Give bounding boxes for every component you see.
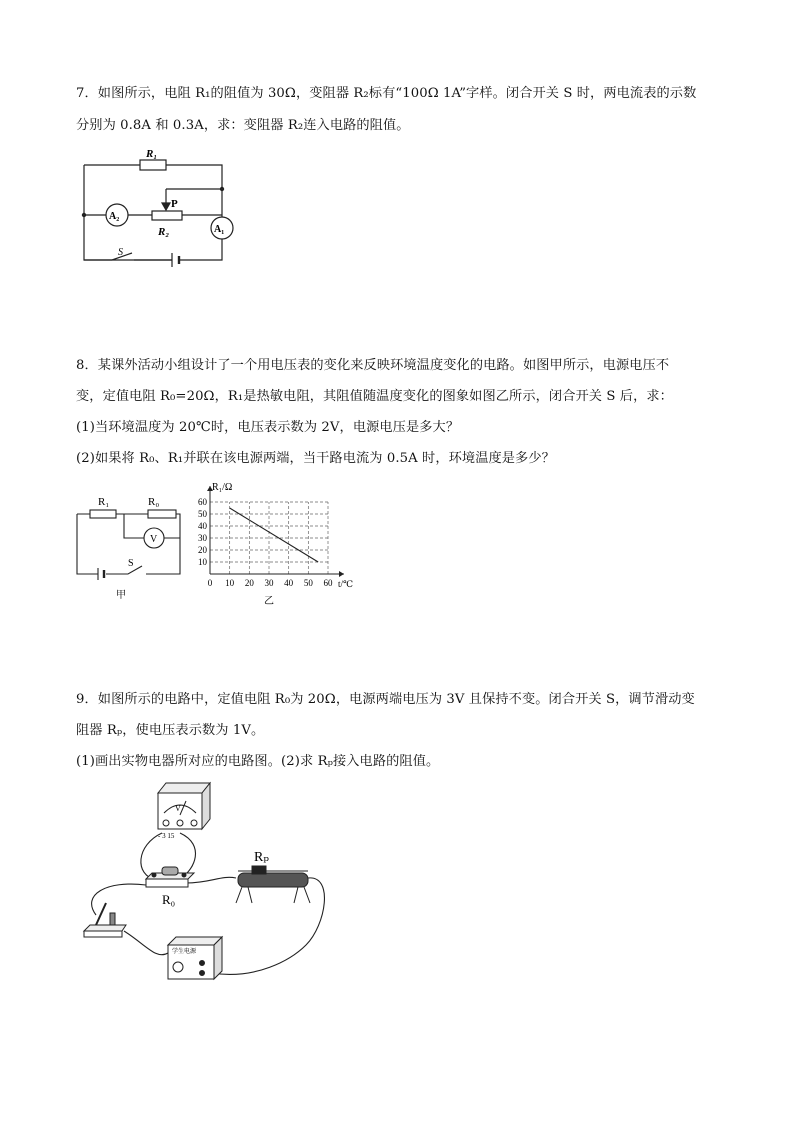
- q9-rheostat-rp: [236, 866, 310, 903]
- q9-voltmeter-label: V: [175, 804, 181, 813]
- chart-y-tick-label: 10: [198, 557, 207, 567]
- q8-circuit-diagram-jia: [74, 488, 189, 606]
- chart-x-tick-label: 60: [323, 578, 333, 588]
- q8-text-line-3: (1)当环境温度为 20℃时，电压表示数为 2V，电源电压是多大？: [76, 420, 460, 435]
- q7-label-r1: R₁: [146, 148, 158, 160]
- chart-y-axis-label: R₁/Ω: [212, 482, 233, 493]
- q7-resistor-r1: [140, 160, 166, 170]
- q9-voltmeter-terminals: - 3 15: [158, 832, 175, 840]
- q9-label-r0: R₀: [162, 892, 176, 907]
- q7-circuit-diagram: [76, 145, 246, 270]
- chart-y-tick-label: 50: [198, 509, 207, 519]
- q8-chart-yi: [196, 474, 372, 610]
- q9-text-line-1: 9．如图所示的电路中，定值电阻 R₀为 20Ω，电源两端电压为 3V 且保持不变。闭合开关 S，调节滑动变: [76, 692, 695, 707]
- q8-text-line-2: 变，定值电阻 R₀=20Ω，R₁是热敏电阻，其阻值随温度变化的图象如图乙所示，闭合开关 S 后，求：: [76, 389, 673, 404]
- q7-label-s: S: [118, 247, 123, 258]
- chart-y-tick-label: 60: [198, 497, 207, 507]
- chart-x-tick-label: 40: [284, 578, 294, 588]
- q8-label-r1: R₁: [98, 496, 110, 508]
- chart-series-line: [230, 508, 319, 562]
- q7-label-r2: R₂: [158, 226, 170, 238]
- q7-label-p: P: [171, 198, 178, 210]
- chart-x-tick-label: 50: [303, 578, 313, 588]
- q9-physical-circuit: [76, 775, 338, 990]
- q8-label-s: S: [128, 558, 134, 569]
- chart-x-tick-label: 0: [207, 578, 213, 588]
- chart-x-tick-label: 30: [264, 578, 274, 588]
- q8-text-line-1: 8．某课外活动小组设计了一个用电压表的变化来反映环境温度变化的电路。如图甲所示，电源电压不: [76, 358, 670, 373]
- chart-y-tick-label: 40: [198, 521, 207, 531]
- q9-power-supply: [168, 937, 222, 979]
- q7-label-a2: A₂: [109, 211, 120, 222]
- chart-caption-yi: 乙: [264, 596, 274, 607]
- q8-caption-jia: 甲: [116, 590, 126, 601]
- q9-text-line-3: (1)画出实物电器所对应的电路图。(2)求 Rₚ接入电路的阻值。: [76, 754, 440, 769]
- q7-label-a1: A₁: [214, 224, 225, 235]
- q7-resistor-r2: [152, 211, 182, 220]
- q8-label-v: V: [150, 534, 158, 545]
- q9-text-line-2: 阻器 Rₚ，使电压表示数为 1V。: [76, 723, 265, 738]
- chart-x-tick-label: 20: [244, 578, 254, 588]
- chart-x-axis-label: t/℃: [338, 579, 354, 589]
- q9-switch: [84, 903, 126, 937]
- chart-x-axis-arrow: [339, 571, 344, 577]
- q8-resistor-r0: [148, 510, 176, 518]
- q9-label-rp: Rₚ: [254, 850, 269, 865]
- q9-resistor-r0: [146, 867, 194, 887]
- q8-text-line-4: (2)如果将 R₀、R₁并联在该电源两端，当干路电流为 0.5A 时，环境温度是多少？: [76, 451, 555, 466]
- chart-x-tick-label: 10: [225, 578, 235, 588]
- q8-label-r0: R₀: [148, 496, 160, 508]
- q8-resistor-r1: [90, 510, 116, 518]
- q7-text-line-1: 7．如图所示，电阻 R₁的阻值为 30Ω，变阻器 R₂标有“100Ω 1A”字样。闭合开关 S 时，两电流表的示数: [76, 86, 697, 101]
- chart-y-tick-label: 30: [198, 533, 207, 543]
- chart-y-tick-label: 20: [198, 545, 207, 555]
- q9-voltmeter: [158, 783, 210, 829]
- q9-power-supply-label: 学生电源: [172, 949, 197, 955]
- q7-text-line-2: 分别为 0.8A 和 0.3A，求：变阻器 R₂连入电路的阻值。: [76, 118, 410, 133]
